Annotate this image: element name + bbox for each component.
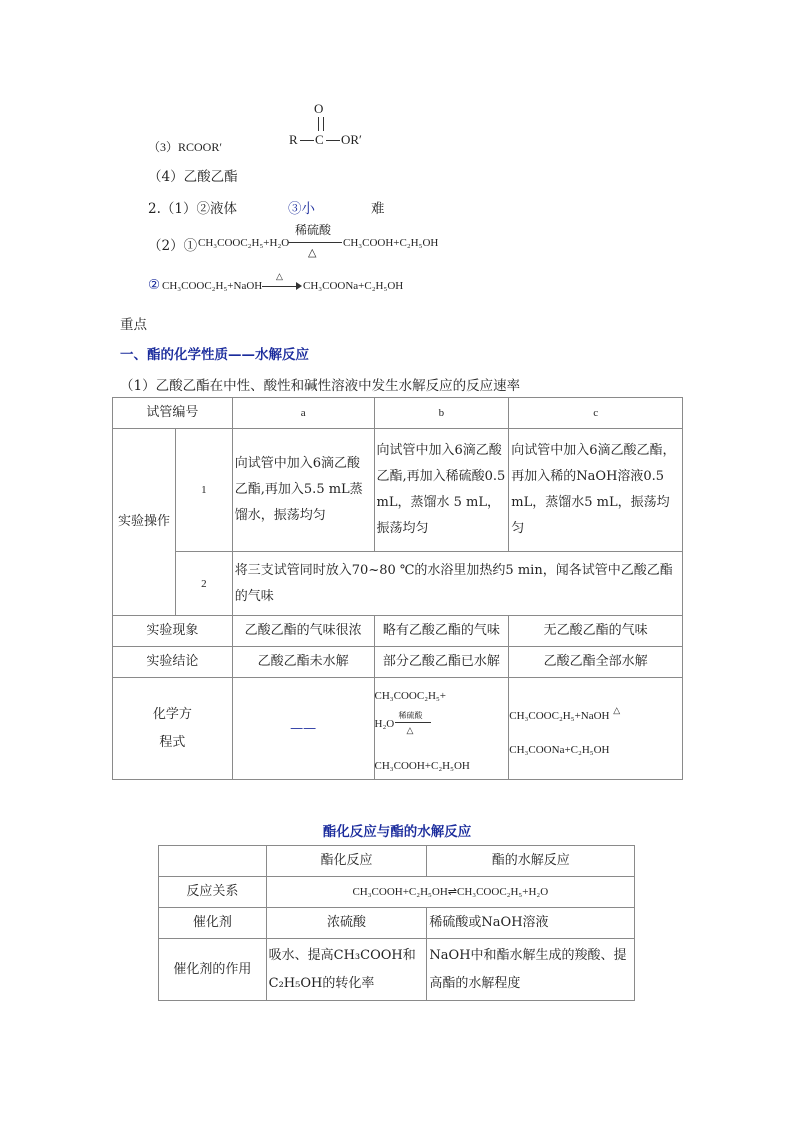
rel-eq: CH₃COOH+C₂H₅OH⇌CH₃COOC₂H₅+H₂O	[266, 877, 634, 908]
answer-2-2-cond-bottom: △	[308, 247, 317, 259]
eq-b-line3: CH₃COOH+C₂H₅OH	[374, 760, 470, 772]
answer-2-1b: ③小	[288, 201, 315, 217]
role-label: 催化剂的作用	[159, 939, 267, 1001]
eq-b-heat: △	[406, 725, 414, 735]
cat-label: 催化剂	[159, 908, 267, 939]
step2-text: 将三支试管同时放入70~80 ℃的水浴里加热约5 min，闻各试管中乙酸乙酯的气味	[232, 552, 682, 616]
eq-a: ——	[232, 678, 374, 780]
cat-a: 浓硫酸	[266, 908, 427, 939]
eq-label	[113, 678, 233, 780]
obs-a: 乙酸乙酯的气味很浓	[232, 616, 374, 647]
structure-c: C	[315, 132, 324, 147]
th-tube-number: 试管编号	[113, 398, 233, 429]
eq-c-line2: CH₃COONa+C₂H₅OH	[509, 744, 610, 756]
step1-b: 向试管中加入6滴乙酸乙酯,再加入稀硫酸0.5 mL，蒸馏水 5 mL，振荡均匀	[374, 429, 509, 552]
bond-left	[300, 140, 314, 141]
answer-2-3-prefix: ②	[148, 277, 161, 293]
eq-c-heat: △	[613, 705, 621, 715]
op-label: 实验操作	[113, 429, 176, 616]
answer-2-3-arrow	[262, 286, 300, 287]
role-a: 吸水、提高CH₃COOH和C₂H₅OH的转化率	[266, 939, 427, 1001]
obs-b: 略有乙酸乙酯的气味	[374, 616, 509, 647]
answer-4: （4）乙酸乙酯	[148, 169, 238, 185]
cat-b: 稀硫酸或NaOH溶液	[427, 908, 635, 939]
hydrolysis-table	[112, 397, 683, 780]
obs-label: 实验现象	[113, 616, 233, 647]
answer-2-3-cond: △	[276, 271, 283, 281]
con-a: 乙酸乙酯未水解	[232, 647, 374, 678]
th-c: c	[509, 398, 683, 429]
th-esterify: 酯化反应	[266, 846, 427, 877]
t2-corner	[159, 846, 267, 877]
structure-or: OR′	[341, 132, 362, 147]
role-b: NaOH中和酯水解生成的羧酸、提高酯的水解程度	[427, 939, 635, 1001]
con-c: 乙酸乙酯全部水解	[509, 647, 683, 678]
answer-2-3-right: CH₃COONa+C₂H₅OH	[303, 280, 404, 292]
answer-3: （3）RCOOR′	[148, 140, 222, 154]
structure-r: R	[289, 132, 298, 147]
table2-title: 酯化反应与酯的水解反应	[322, 824, 472, 840]
eq-c	[509, 678, 683, 780]
structure-o: O	[314, 101, 324, 116]
th-a: a	[232, 398, 374, 429]
step-2: 2	[175, 552, 232, 616]
step-1: 1	[175, 429, 232, 552]
answer-2-1c: 难	[371, 201, 385, 217]
th-hydrolysis: 酯的水解反应	[427, 846, 635, 877]
answer-2-2-left: CH₃COOC₂H₅+H₂O	[198, 237, 290, 249]
rel-label: 反应关系	[159, 877, 267, 908]
section-sub: （1）乙酸乙酯在中性、酸性和碱性溶液中发生水解反应的反应速率	[120, 378, 521, 394]
eq-b-line2: H₂O	[374, 718, 395, 730]
answer-2-3-arrowhead	[296, 282, 302, 290]
th-b: b	[374, 398, 509, 429]
bond-right	[326, 140, 340, 141]
obs-c: 无乙酸乙酯的气味	[509, 616, 683, 647]
double-bond	[318, 117, 324, 131]
key-label: 重点	[120, 317, 147, 333]
eq-b-line1: CH₃COOC₂H₅+	[374, 690, 447, 702]
answer-2-3-left: CH₃COOC₂H₅+NaOH	[162, 280, 263, 292]
con-label: 实验结论	[113, 647, 233, 678]
eq-label-line1: 化学方	[152, 706, 192, 722]
eq-b	[374, 678, 509, 780]
answer-2-2-right: CH₃COOH+C₂H₅OH	[343, 237, 439, 249]
eq-c-line1: CH₃COOC₂H₅+NaOH	[509, 710, 610, 722]
answer-2-2-prefix: （2）①	[148, 238, 198, 254]
con-b: 部分乙酸乙酯已水解	[374, 647, 509, 678]
step1-c: 向试管中加入6滴乙酸乙酯，再加入稀的NaOH溶液0.5 mL，蒸馏水5 mL，振荡均匀	[509, 429, 683, 552]
eq-b-cond: 稀硫酸	[398, 711, 423, 720]
comparison-table	[158, 845, 635, 1001]
answer-2-2-arrow	[288, 242, 342, 243]
section-heading: 一、酯的化学性质——水解反应	[120, 347, 309, 363]
answer-2-2-cond-top: 稀硫酸	[295, 223, 332, 237]
step1-a: 向试管中加入6滴乙酸乙酯,再加入5.5 mL蒸馏水，振荡均匀	[232, 429, 374, 552]
eq-label-line2: 程式	[159, 734, 186, 750]
answer-2-1: 2.（1）②液体	[148, 201, 237, 217]
